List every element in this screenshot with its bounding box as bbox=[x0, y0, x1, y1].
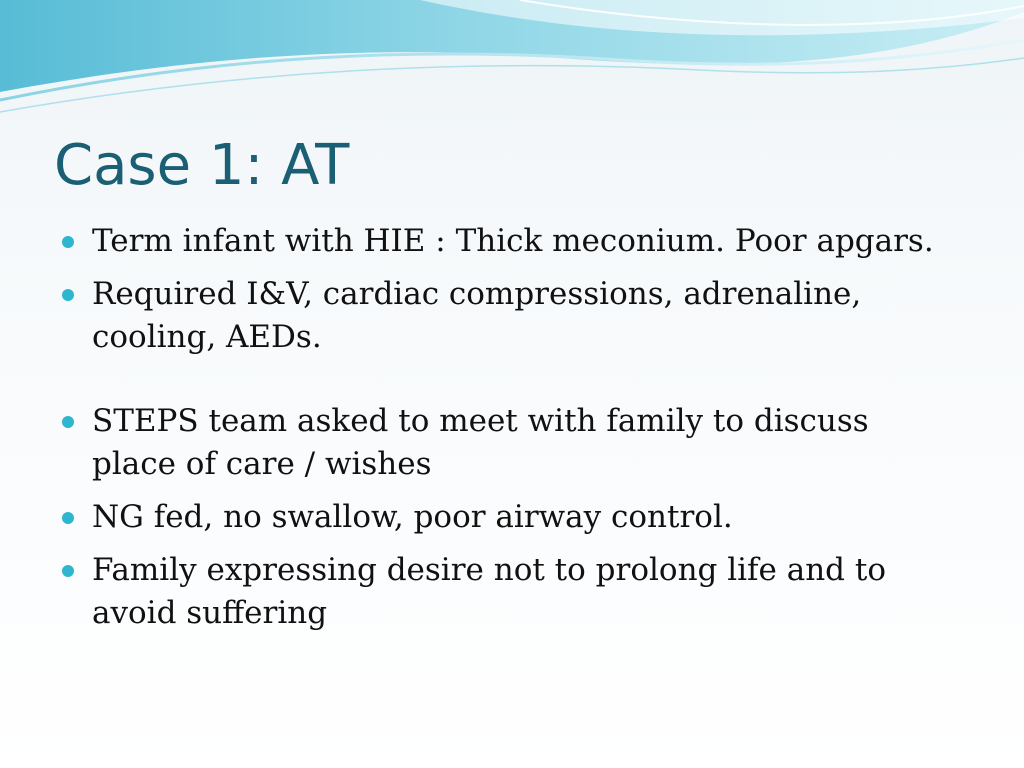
bullet-text: NG fed, no swallow, poor airway control. bbox=[92, 499, 733, 535]
bullet-item bbox=[62, 549, 962, 635]
bullet-item bbox=[62, 273, 962, 359]
bullet-text: Term infant with HIE : Thick meconium. Poor apgars. bbox=[92, 223, 934, 259]
bullet-list bbox=[62, 220, 962, 645]
bullet-item bbox=[62, 496, 962, 539]
bullet-text: STEPS team asked to meet with family to discuss place of care / wishes bbox=[92, 403, 869, 482]
bullet-marker-icon bbox=[62, 565, 74, 577]
bullet-text: Family expressing desire not to prolong life and to avoid suffering bbox=[92, 552, 886, 631]
bullet-marker-icon bbox=[62, 236, 74, 248]
bullet-marker-icon bbox=[62, 416, 74, 428]
bullet-text: Required I&V, cardiac compressions, adrenaline, cooling, AEDs. bbox=[92, 276, 862, 355]
slide-title: Case 1: AT bbox=[54, 133, 350, 198]
bullet-marker-icon bbox=[62, 512, 74, 524]
bullet-item bbox=[62, 400, 962, 486]
bullet-item bbox=[62, 220, 962, 263]
decorative-wave-banner bbox=[0, 0, 1024, 120]
bullet-marker-icon bbox=[62, 289, 74, 301]
